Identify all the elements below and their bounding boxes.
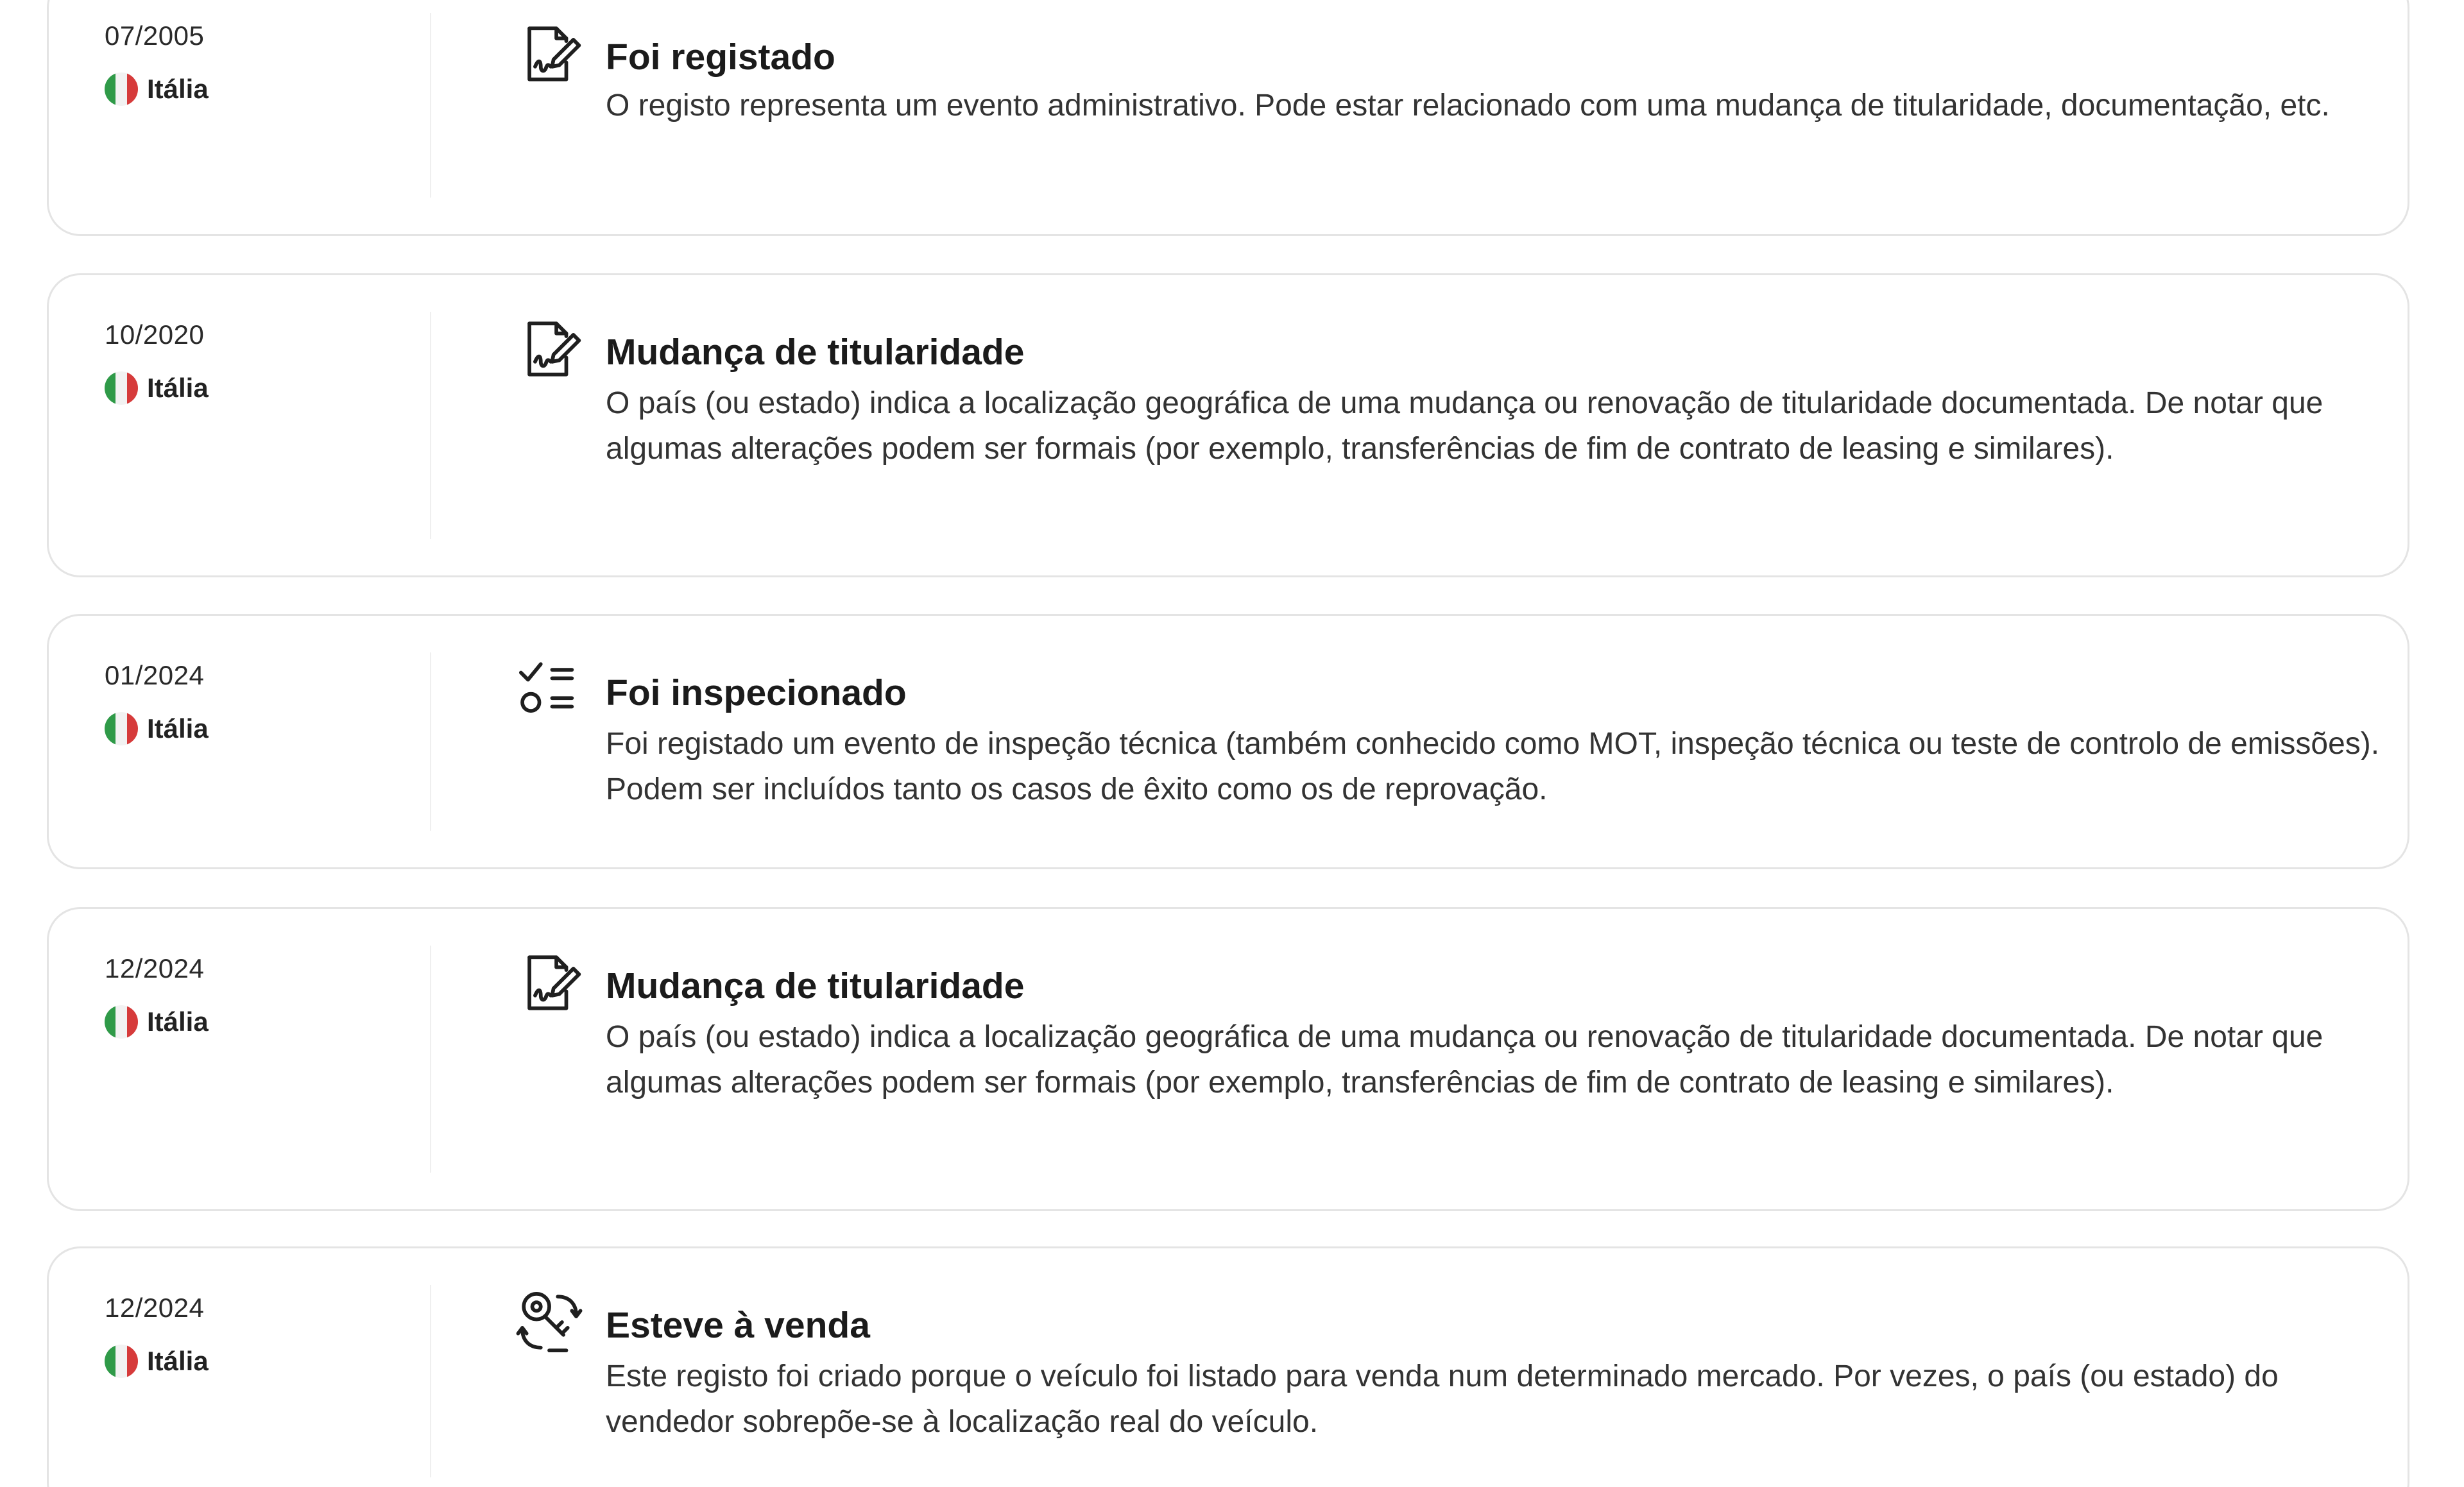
event-country bbox=[105, 371, 425, 405]
italy-flag-icon bbox=[105, 1005, 138, 1039]
checklist-icon bbox=[515, 656, 583, 724]
italy-flag-icon bbox=[105, 371, 138, 405]
event-country bbox=[105, 1005, 425, 1039]
card-divider bbox=[430, 13, 431, 198]
card-divider bbox=[430, 312, 431, 539]
event-meta bbox=[105, 955, 425, 1039]
event-date: 12/2024 bbox=[105, 953, 205, 983]
document-sign-icon bbox=[515, 20, 583, 88]
event-description: Este registo foi criado porque o veículo foi listado para venda num determinado mercado. Por vezes, o país (ou estado) do vendedor sobrepõe-se à localização real do veículo. bbox=[606, 1359, 2279, 1439]
event-meta bbox=[105, 662, 425, 745]
event-country bbox=[105, 1345, 425, 1378]
italy-flag-icon bbox=[105, 712, 138, 745]
event-title: Mudança de titularidade bbox=[606, 965, 1025, 1007]
card-divider bbox=[430, 1285, 431, 1477]
timeline-event-card bbox=[47, 1246, 2409, 1487]
event-description: O país (ou estado) indica a localização geográfica de uma mudança ou renovação de titularidade documentada. De notar que algumas alterações podem ser formais (por exemplo, transferências de fim de contrato de leasing e similares). bbox=[606, 386, 2323, 466]
event-description: O país (ou estado) indica a localização geográfica de uma mudança ou renovação de titularidade documentada. De notar que algumas alterações podem ser formais (por exemplo, transferências de fim de contrato de leasing e similares). bbox=[606, 1020, 2323, 1100]
event-title: Mudança de titularidade bbox=[606, 332, 1025, 373]
card-divider bbox=[430, 652, 431, 831]
timeline-event-card bbox=[47, 907, 2409, 1211]
key-exchange-icon bbox=[515, 1288, 583, 1356]
event-meta bbox=[105, 22, 425, 106]
event-title: Foi registado bbox=[606, 37, 835, 78]
event-country bbox=[105, 72, 425, 106]
event-description: Foi registado um evento de inspeção técnica (também conhecido como MOT, inspeção técnica ou teste de controlo de emissões). Podem ser incluídos tanto os casos de êxito como os de reprovação. bbox=[606, 727, 2380, 806]
event-meta bbox=[105, 1295, 425, 1378]
event-title: Esteve à venda bbox=[606, 1305, 870, 1346]
country-name: Itália bbox=[147, 713, 209, 744]
timeline-event-card bbox=[47, 0, 2409, 236]
timeline-event-card bbox=[47, 273, 2409, 577]
event-title: Foi inspecionado bbox=[606, 672, 907, 713]
event-date: 10/2020 bbox=[105, 319, 205, 350]
country-name: Itália bbox=[147, 1007, 209, 1037]
italy-flag-icon bbox=[105, 72, 138, 106]
event-date: 01/2024 bbox=[105, 660, 205, 690]
card-divider bbox=[430, 946, 431, 1173]
document-sign-icon bbox=[515, 315, 583, 383]
event-date: 07/2005 bbox=[105, 21, 205, 51]
italy-flag-icon bbox=[105, 1345, 138, 1378]
event-meta bbox=[105, 321, 425, 405]
country-name: Itália bbox=[147, 1346, 209, 1376]
event-description: O registo representa um evento administrativo. Pode estar relacionado com uma mudança de titularidade, documentação, etc. bbox=[606, 89, 2330, 123]
document-sign-icon bbox=[515, 949, 583, 1017]
event-country bbox=[105, 712, 425, 745]
country-name: Itália bbox=[147, 74, 209, 104]
timeline-event-card bbox=[47, 614, 2409, 869]
event-date: 12/2024 bbox=[105, 1293, 205, 1323]
country-name: Itália bbox=[147, 373, 209, 403]
